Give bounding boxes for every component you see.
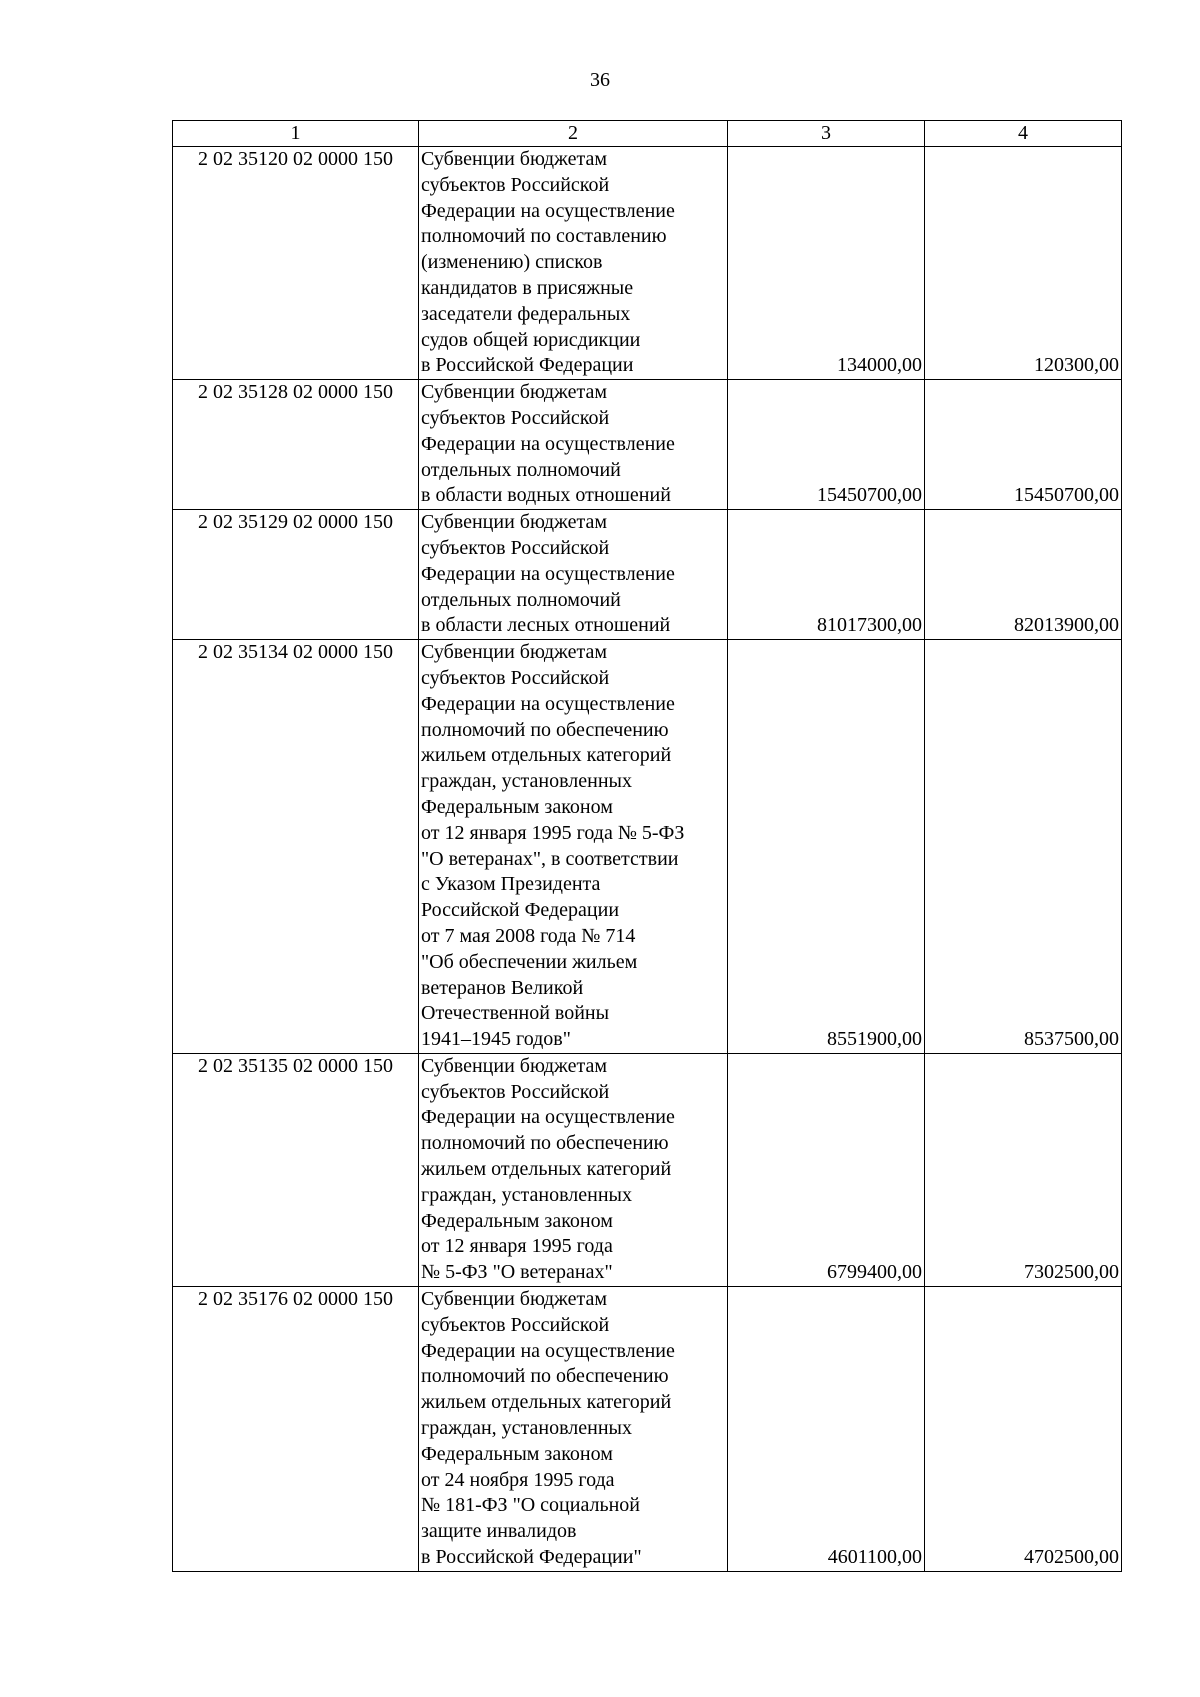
description-cell: Субвенции бюджетам субъектов Российской Федерации на осуществление отдельных полномочий в области водных отношений: [419, 380, 728, 510]
budget-table: [172, 120, 1122, 1572]
description-cell: Субвенции бюджетам субъектов Российской Федерации на осуществление полномочий по составлению (изменению) списков кандидатов в присяжные заседатели федеральных судов общей юрисдикции в Российской Федерации: [419, 147, 728, 380]
amount-col3-cell: 4601100,00: [728, 1287, 925, 1572]
column-header-1: 1: [173, 121, 419, 147]
column-header-4: 4: [925, 121, 1122, 147]
amount-col3-cell: 6799400,00: [728, 1053, 925, 1286]
budget-code-cell: 2 02 35135 02 0000 150: [173, 1053, 419, 1286]
table-row: [173, 380, 1122, 510]
amount-col3-cell: 134000,00: [728, 147, 925, 380]
amount-col4-cell: 8537500,00: [925, 640, 1122, 1054]
amount-col4-cell: 7302500,00: [925, 1053, 1122, 1286]
table-row: [173, 147, 1122, 380]
description-cell: Субвенции бюджетам субъектов Российской Федерации на осуществление полномочий по обеспечению жильем отдельных категорий граждан, установленных Федеральным законом от 12 января 1995 года № 5-ФЗ "О ветеранах": [419, 1053, 728, 1286]
table-header-row: [173, 121, 1122, 147]
amount-col4-cell: 15450700,00: [925, 380, 1122, 510]
amount-col4-cell: 82013900,00: [925, 510, 1122, 640]
amount-col3-cell: 8551900,00: [728, 640, 925, 1054]
budget-code-cell: 2 02 35176 02 0000 150: [173, 1287, 419, 1572]
budget-code-cell: 2 02 35134 02 0000 150: [173, 640, 419, 1054]
budget-code-cell: 2 02 35120 02 0000 150: [173, 147, 419, 380]
table-row: [173, 1053, 1122, 1286]
amount-col4-cell: 4702500,00: [925, 1287, 1122, 1572]
budget-code-cell: 2 02 35128 02 0000 150: [173, 380, 419, 510]
budget-code-cell: 2 02 35129 02 0000 150: [173, 510, 419, 640]
description-cell: Субвенции бюджетам субъектов Российской Федерации на осуществление отдельных полномочий в области лесных отношений: [419, 510, 728, 640]
amount-col4-cell: 120300,00: [925, 147, 1122, 380]
amount-col3-cell: 15450700,00: [728, 380, 925, 510]
table-row: [173, 510, 1122, 640]
description-cell: Субвенции бюджетам субъектов Российской Федерации на осуществление полномочий по обеспечению жильем отдельных категорий граждан, установленных Федеральным законом от 12 января 1995 года № 5-ФЗ "О ветеранах", в соответствии с Указом Президента Российской Федерации от 7 мая 2008 года № 714 "Об обеспечении жильем ветеранов Великой Отечественной войны 1941–1945 годов": [419, 640, 728, 1054]
column-header-2: 2: [419, 121, 728, 147]
page-number: 36: [590, 69, 610, 91]
table-row: [173, 1287, 1122, 1572]
amount-col3-cell: 81017300,00: [728, 510, 925, 640]
description-cell: Субвенции бюджетам субъектов Российской Федерации на осуществление полномочий по обеспечению жильем отдельных категорий граждан, установленных Федеральным законом от 24 ноября 1995 года № 181-ФЗ "О социальной защите инвалидов в Российской Федерации": [419, 1287, 728, 1572]
table-row: [173, 640, 1122, 1054]
column-header-3: 3: [728, 121, 925, 147]
